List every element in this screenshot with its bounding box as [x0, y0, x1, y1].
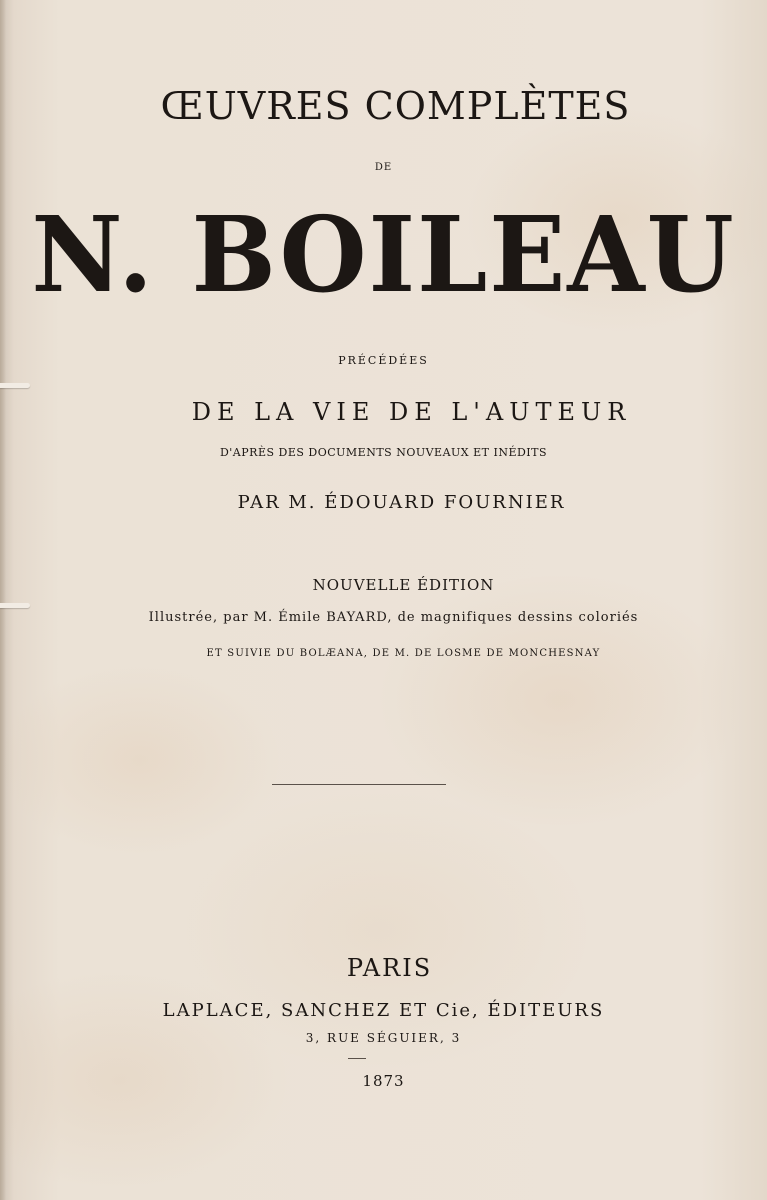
- title-connector: DE: [374, 162, 393, 173]
- publication-year: 1873: [362, 1072, 405, 1090]
- small-divider: [348, 1058, 366, 1059]
- publication-city: PARIS: [346, 954, 433, 982]
- author-name: N. BOILEAU: [31, 193, 736, 316]
- documents-note: D'APRÈS DES DOCUMENTS NOUVEAUX ET INÉDITS: [219, 446, 548, 459]
- supplement-note: ET SUIVIE DU BOLÆANA, DE M. DE LOSME DE MONCHESNAY: [206, 648, 601, 659]
- work-title: ŒUVRES COMPLÈTES: [160, 84, 631, 128]
- publisher-name: LAPLACE, SANCHEZ ET Cie, ÉDITEURS: [162, 1000, 605, 1021]
- divider-rule: [272, 784, 446, 785]
- preceded-label: PRÉCÉDÉES: [338, 354, 429, 367]
- illustrator-credit: Illustrée, par M. Émile BAYARD, de magnifiques dessins coloriés: [148, 610, 639, 625]
- publisher-address: 3, RUE SÉGUIER, 3: [305, 1031, 462, 1045]
- edition-label: NOUVELLE ÉDITION: [312, 576, 495, 594]
- page-tab-bottom: [0, 603, 30, 608]
- page-tab-top: [0, 383, 30, 388]
- biographer-credit: PAR M. ÉDOUARD FOURNIER: [237, 492, 566, 513]
- life-of-author-heading: DE LA VIE DE L'AUTEUR: [191, 398, 632, 426]
